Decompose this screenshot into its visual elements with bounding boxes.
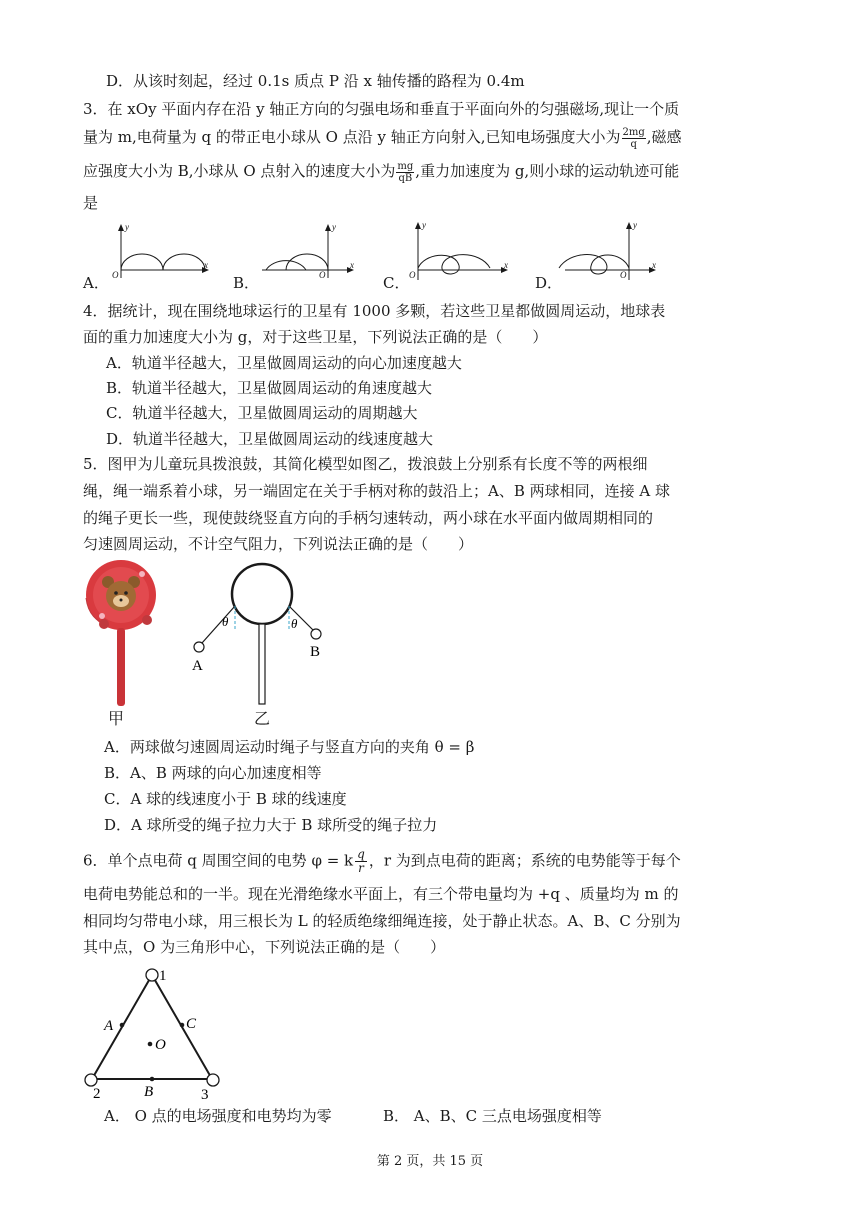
- q5-line-1: 5．图甲为儿童玩具拨浪鼓，其简化模型如图乙，拨浪鼓上分别系有长度不等的两根细: [83, 455, 648, 473]
- q6-line-2: 电荷电势能总和的一半。现在光滑绝缘水平面上，有三个带电量均为 +q 、质量均为 m 的: [83, 885, 679, 903]
- q3-d-origin: O: [620, 270, 627, 280]
- page-footer: 第 2 页，共 15 页: [376, 1154, 484, 1169]
- q3-c-axis-y: y: [422, 220, 426, 230]
- q6-option-a: A． O 点的电场强度和电势均为零: [104, 1107, 332, 1125]
- q6-line-1a: 6．单个点电荷 q 周围空间的电势 φ = k: [83, 851, 354, 870]
- ball-a-label: A: [192, 658, 203, 674]
- q3-option-c-label: C．: [383, 274, 410, 292]
- q3-line-2b: ,磁感: [646, 128, 682, 146]
- q5-option-c: C．A 球的线速度小于 B 球的线速度: [104, 790, 347, 808]
- q5-diagram-yi: [180, 558, 340, 708]
- q5-option-d: D．A 球所受的绳子拉力大于 B 球所受的绳子拉力: [104, 816, 438, 834]
- vertex-3-label: 3: [201, 1087, 209, 1102]
- q3-option-d-label: D．: [535, 274, 563, 292]
- theta-label-left: θ: [222, 614, 229, 629]
- point-o-label: O: [155, 1037, 166, 1053]
- q3-frac1-num: 2mg: [622, 126, 645, 138]
- q6-line-3: 相同均匀带电小球，用三根长为 L 的轻质绝缘细绳连接，处于静止状态。A、B、C 分别为: [83, 912, 681, 930]
- q5-line-3: 的绳子更长一些，现使鼓绕竖直方向的手柄匀速转动，两小球在水平面内做周期相同的: [83, 509, 654, 527]
- q3-option-d-figure: [559, 226, 652, 280]
- label-yi: 乙: [254, 709, 271, 728]
- vertex-2-label: 2: [93, 1086, 101, 1102]
- vertex-1-label: 1: [159, 968, 167, 984]
- q3-frac2-num: mg: [397, 160, 414, 172]
- q3-c-axis-x: x: [504, 260, 508, 270]
- q4-option-d: D．轨道半径越大，卫星做圆周运动的线速度越大: [106, 430, 434, 448]
- ball-b-label: B: [310, 644, 321, 660]
- q3-option-b-label: B．: [233, 274, 260, 292]
- point-b-label: B: [144, 1084, 154, 1100]
- q3-option-a-label: A．: [83, 274, 109, 292]
- q2-option-d: D．从该时刻起，经过 0.1s 质点 P 沿 x 轴传播的路程为 0.4m: [106, 72, 525, 90]
- point-a-label: A: [104, 1018, 114, 1034]
- q3-option-a-figure: [121, 228, 205, 278]
- q4-option-a: A．轨道半径越大，卫星做圆周运动的向心加速度越大: [106, 354, 462, 372]
- q6-line-1b: ，r 为到点电荷的距离；系统的电势能等于每个: [368, 851, 681, 870]
- q5-line-2: 绳，绳一端系着小球，另一端固定在关于手柄对称的鼓沿上；A、B 两球相同，连接 A 球: [83, 482, 670, 500]
- q3-a-origin: O: [112, 270, 119, 280]
- q5-option-b: B．A、B 两球的向心加速度相等: [104, 764, 322, 782]
- q3-line-3a: 应强度大小为 B,小球从 O 点射入的速度大小为: [83, 162, 396, 180]
- q3-line-4: 是: [83, 194, 99, 212]
- q6-frac-den: r: [358, 861, 364, 875]
- q3-b-origin: O: [319, 270, 326, 280]
- q4-line-2: 面的重力加速度大小为 g，对于这些卫星，下列说法正确的是（ ）: [83, 328, 548, 346]
- q6-line-4: 其中点，O 为三角形中心，下列说法正确的是（ ）: [83, 938, 446, 956]
- label-jia: 甲: [108, 709, 125, 728]
- q3-line-2: [83, 126, 682, 150]
- q4-option-b: B．轨道半径越大，卫星做圆周运动的角速度越大: [106, 379, 433, 397]
- q3-frac1-den: q: [630, 138, 637, 150]
- q3-option-c-figure: [418, 226, 504, 280]
- q3-b-axis-x: x: [350, 260, 354, 270]
- q3-d-axis-y: y: [633, 220, 637, 230]
- q3-c-origin: O: [409, 270, 416, 280]
- q3-b-axis-y: y: [332, 222, 336, 232]
- q3-fraction-v: [396, 161, 414, 184]
- point-c-label: C: [186, 1016, 197, 1032]
- q6-frac-num: q: [357, 847, 365, 861]
- q4-line-1: 4．据统计，现在围绕地球运行的卫星有 1000 多颗，若这些卫星都做圆周运动，地球表: [83, 302, 666, 320]
- q6-triangle-diagram: [80, 962, 230, 1102]
- q5-line-4: 匀速圆周运动，不计空气阻力，下列说法正确的是（ ）: [83, 535, 474, 553]
- q3-line-3: [83, 160, 679, 184]
- q3-option-b-figure: [262, 228, 350, 278]
- q6-fraction: [355, 848, 367, 875]
- q3-a-axis-y: y: [125, 222, 129, 232]
- q3-line-2a: 量为 m,电荷量为 q 的带正电小球从 O 点沿 y 轴正方向射入,已知电场强度大小为: [83, 128, 621, 146]
- q3-trajectory-figures: [80, 218, 680, 298]
- rattle-drum-image: [78, 560, 168, 710]
- q3-fraction-e: [622, 127, 646, 150]
- q3-frac2-den: qB: [398, 172, 413, 184]
- q3-line-1: 3．在 xOy 平面内存在沿 y 轴正方向的匀强电场和垂直于平面向外的匀强磁场,现让一个质: [83, 100, 680, 118]
- q6-line-1: [83, 848, 681, 875]
- q6-option-b: B． A、B、C 三点电场强度相等: [383, 1107, 602, 1125]
- q3-line-3b: ,重力加速度为 g,则小球的运动轨迹可能: [415, 162, 680, 180]
- q5-option-a: A．两球做匀速圆周运动时绳子与竖直方向的夹角 θ = β: [104, 738, 475, 756]
- q3-d-axis-x: x: [652, 260, 656, 270]
- q3-a-axis-x: x: [204, 260, 208, 270]
- theta-label-right: θ: [291, 616, 298, 631]
- q4-option-c: C．轨道半径越大，卫星做圆周运动的周期越大: [106, 404, 418, 422]
